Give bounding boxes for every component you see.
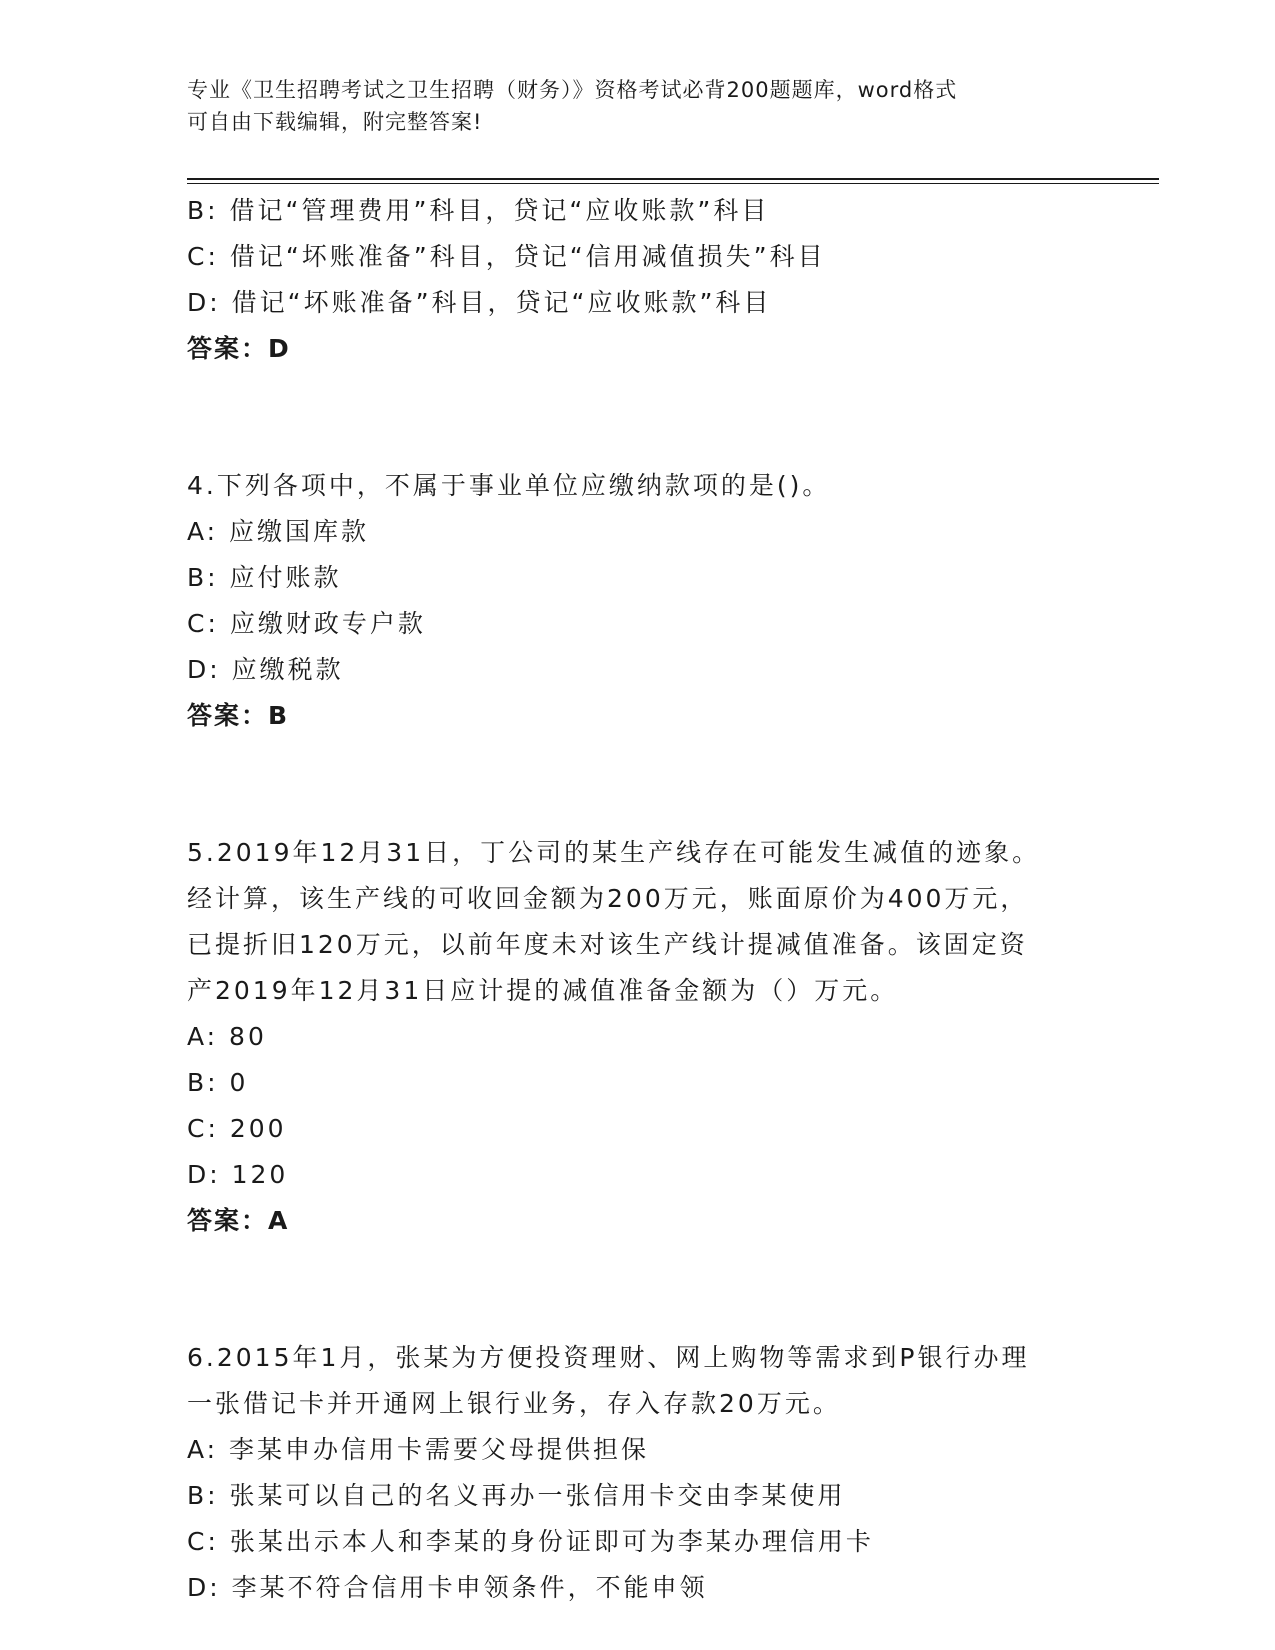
question-stem	[187, 463, 1087, 509]
question-4	[187, 463, 1087, 739]
header-line-2: 可自由下载编辑，附完整答案!	[187, 110, 483, 134]
answer: 答案：A	[187, 1206, 290, 1235]
option-d: D: 借记“坏账准备”科目，贷记“应收账款”科目	[187, 288, 772, 317]
option-c: C: 张某出示本人和李某的身份证即可为李某办理信用卡	[187, 1527, 874, 1556]
question-stem	[187, 1335, 1087, 1427]
option-d: D: 李某不符合信用卡申领条件，不能申领	[187, 1573, 708, 1602]
option-c: C: 应缴财政专户款	[187, 609, 426, 638]
stem-line: 产2019年12月31日应计提的减值准备金额为（）万元。	[187, 976, 899, 1005]
question-3-tail	[187, 188, 1087, 372]
option-a: A: 李某申办信用卡需要父母提供担保	[187, 1435, 650, 1464]
spacer	[187, 372, 1087, 463]
answer: 答案：B	[187, 701, 290, 730]
option-b: B: 借记“管理费用”科目，贷记“应收账款”科目	[187, 196, 770, 225]
question-5	[187, 830, 1087, 1244]
option-a: A: 80	[187, 1022, 267, 1051]
header-divider	[187, 178, 1159, 184]
header-line-1: 专业《卫生招聘考试之卫生招聘（财务）》资格考试必背200题题库，word格式	[187, 78, 958, 102]
option-a: A: 应缴国库款	[187, 517, 370, 546]
stem-line: 一张借记卡并开通网上银行业务，存入存款20万元。	[187, 1389, 841, 1418]
stem-line: 经计算，该生产线的可收回金额为200万元，账面原价为400万元，	[187, 884, 1029, 913]
answer: 答案：D	[187, 334, 291, 363]
option-b: B: 0	[187, 1068, 249, 1097]
stem-line: 6.2015年1月，张某为方便投资理财、网上购物等需求到P银行办理	[187, 1343, 1030, 1372]
option-d: D: 120	[187, 1160, 289, 1189]
option-d: D: 应缴税款	[187, 655, 344, 684]
document-body	[187, 188, 1087, 1611]
spacer	[187, 1244, 1087, 1335]
question-6	[187, 1335, 1087, 1611]
page-header	[187, 74, 1087, 138]
option-b: B: 张某可以自己的名义再办一张信用卡交由李某使用	[187, 1481, 846, 1510]
spacer	[187, 739, 1087, 830]
stem-line: 4.下列各项中，不属于事业单位应缴纳款项的是()。	[187, 471, 831, 500]
option-c: C: 200	[187, 1114, 287, 1143]
stem-line: 已提折旧120万元，以前年度未对该生产线计提减值准备。该固定资	[187, 930, 1028, 959]
question-stem	[187, 830, 1087, 1014]
option-c: C: 借记“坏账准备”科目，贷记“信用减值损失”科目	[187, 242, 826, 271]
stem-line: 5.2019年12月31日，丁公司的某生产线存在可能发生减值的迹象。	[187, 838, 1041, 867]
option-b: B: 应付账款	[187, 563, 342, 592]
